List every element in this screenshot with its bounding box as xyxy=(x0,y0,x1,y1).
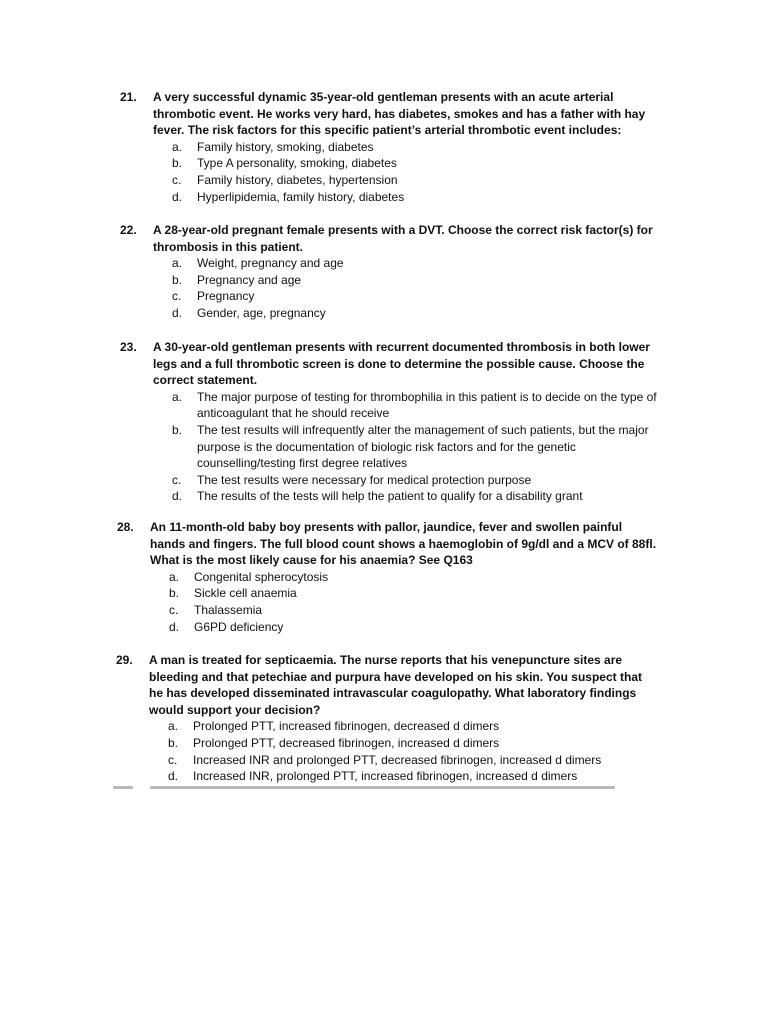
option-text: Family history, smoking, diabetes xyxy=(197,139,374,154)
option-d xyxy=(169,619,657,636)
option-letter: c. xyxy=(169,602,179,617)
option-d xyxy=(172,189,660,206)
option-c xyxy=(172,172,660,189)
option-letter: d. xyxy=(172,189,183,204)
question-text: A very successful dynamic 35-year-old gentleman presents with an acute arterial thrombotic event. He works very hard, has diabetes, smokes and has a father with hay fever. The risk factors for this specific patient’s arterial thrombotic event includes: xyxy=(153,90,646,138)
option-letter: b. xyxy=(172,156,183,171)
option-letter: c. xyxy=(172,172,182,187)
option-b xyxy=(172,422,660,472)
option-letter: a. xyxy=(172,139,183,154)
question-22 xyxy=(120,222,660,322)
question-text: A 30-year-old gentleman presents with recurrent documented thrombosis in both lower legs and a full thrombotic screen is done to determine the possible cause. Choose the correct statement. xyxy=(153,340,650,388)
option-letter: d. xyxy=(172,305,183,320)
option-letter: a. xyxy=(169,569,180,584)
option-text: Weight, pregnancy and age xyxy=(197,256,344,271)
option-letter: b. xyxy=(169,586,180,601)
option-text: The major purpose of testing for thrombophilia in this patient is to decide on the type of anticoagulant that he should receive xyxy=(197,389,657,421)
option-list xyxy=(172,139,660,205)
question-number: 29. xyxy=(116,653,133,667)
option-letter: c. xyxy=(172,289,182,304)
option-a xyxy=(172,139,660,156)
option-text: Prolonged PTT, increased fibrinogen, decreased d dimers xyxy=(193,719,500,734)
question-number: 21. xyxy=(120,90,137,104)
option-d xyxy=(172,488,660,505)
option-list xyxy=(168,718,656,784)
option-text: Type A personality, smoking, diabetes xyxy=(197,156,397,171)
option-letter: d. xyxy=(172,489,183,504)
option-text: Increased INR, prolonged PTT, increased fibrinogen, increased d dimers xyxy=(193,769,578,784)
option-letter: c. xyxy=(168,752,178,767)
option-text: Prolonged PTT, decreased fibrinogen, increased d dimers xyxy=(193,735,500,750)
option-b xyxy=(172,155,660,172)
option-c xyxy=(172,472,660,489)
option-text: Sickle cell anaemia xyxy=(194,586,297,601)
question-number: 28. xyxy=(117,520,134,534)
option-letter: b. xyxy=(168,735,179,750)
option-d xyxy=(168,768,656,785)
option-list xyxy=(172,255,660,321)
option-letter: b. xyxy=(172,272,183,287)
option-text: Pregnancy and age xyxy=(197,272,302,287)
option-text: Gender, age, pregnancy xyxy=(197,305,326,320)
option-c xyxy=(168,752,656,769)
question-23 xyxy=(120,339,660,505)
option-list xyxy=(172,389,660,505)
option-letter: d. xyxy=(169,619,180,634)
option-b xyxy=(172,272,660,289)
cut-off-mark xyxy=(113,786,133,789)
option-a xyxy=(168,718,656,735)
option-b xyxy=(168,735,656,752)
option-b xyxy=(169,585,657,602)
option-a xyxy=(172,389,660,422)
option-text: The test results were necessary for medical protection purpose xyxy=(197,472,532,487)
option-list xyxy=(169,569,657,635)
option-letter: a. xyxy=(168,719,179,734)
option-text: Congenital spherocytosis xyxy=(194,569,329,584)
option-text: Hyperlipidemia, family history, diabetes xyxy=(197,189,405,204)
question-number: 23. xyxy=(120,340,137,354)
option-text: Family history, diabetes, hypertension xyxy=(197,172,398,187)
option-d xyxy=(172,305,660,322)
option-letter: a. xyxy=(172,389,183,404)
option-c xyxy=(172,288,660,305)
option-text: G6PD deficiency xyxy=(194,619,284,634)
option-letter: d. xyxy=(168,769,179,784)
question-28 xyxy=(117,519,657,635)
question-text: An 11-month-old baby boy presents with pallor, jaundice, fever and swollen painful hands and fingers. The full blood count shows a haemoglobin of 9g/dl and a MCV of 88fl. What is the most likely cause for his anaemia? See Q163 xyxy=(150,520,657,568)
question-text: A man is treated for septicaemia. The nurse reports that his venepuncture sites are bleeding and that petechiae and purpura have developed on his skin. You suspect that he has developed disseminated intravascular coagulopathy. What laboratory findings would support your decision? xyxy=(149,653,642,717)
option-a xyxy=(172,255,660,272)
cut-off-text-line xyxy=(113,786,615,791)
question-21 xyxy=(120,89,660,205)
option-letter: a. xyxy=(172,256,183,271)
option-text: Thalassemia xyxy=(194,602,263,617)
option-letter: c. xyxy=(172,472,182,487)
question-text: A 28-year-old pregnant female presents with a DVT. Choose the correct risk factor(s) for thrombosis in this patient. xyxy=(153,223,653,254)
option-c xyxy=(169,602,657,619)
option-text: The test results will infrequently alter the management of such patients, but the major purpose is the documentation of biologic risk factors and for the genetic counselling/testing first degree relatives xyxy=(197,422,649,471)
cut-off-mark xyxy=(150,786,615,789)
option-a xyxy=(169,569,657,586)
question-number: 22. xyxy=(120,223,137,237)
question-29 xyxy=(116,652,656,785)
option-text: The results of the tests will help the patient to qualify for a disability grant xyxy=(197,489,583,504)
option-letter: b. xyxy=(172,422,183,437)
option-text: Pregnancy xyxy=(197,289,255,304)
option-text: Increased INR and prolonged PTT, decreased fibrinogen, increased d dimers xyxy=(193,752,602,767)
